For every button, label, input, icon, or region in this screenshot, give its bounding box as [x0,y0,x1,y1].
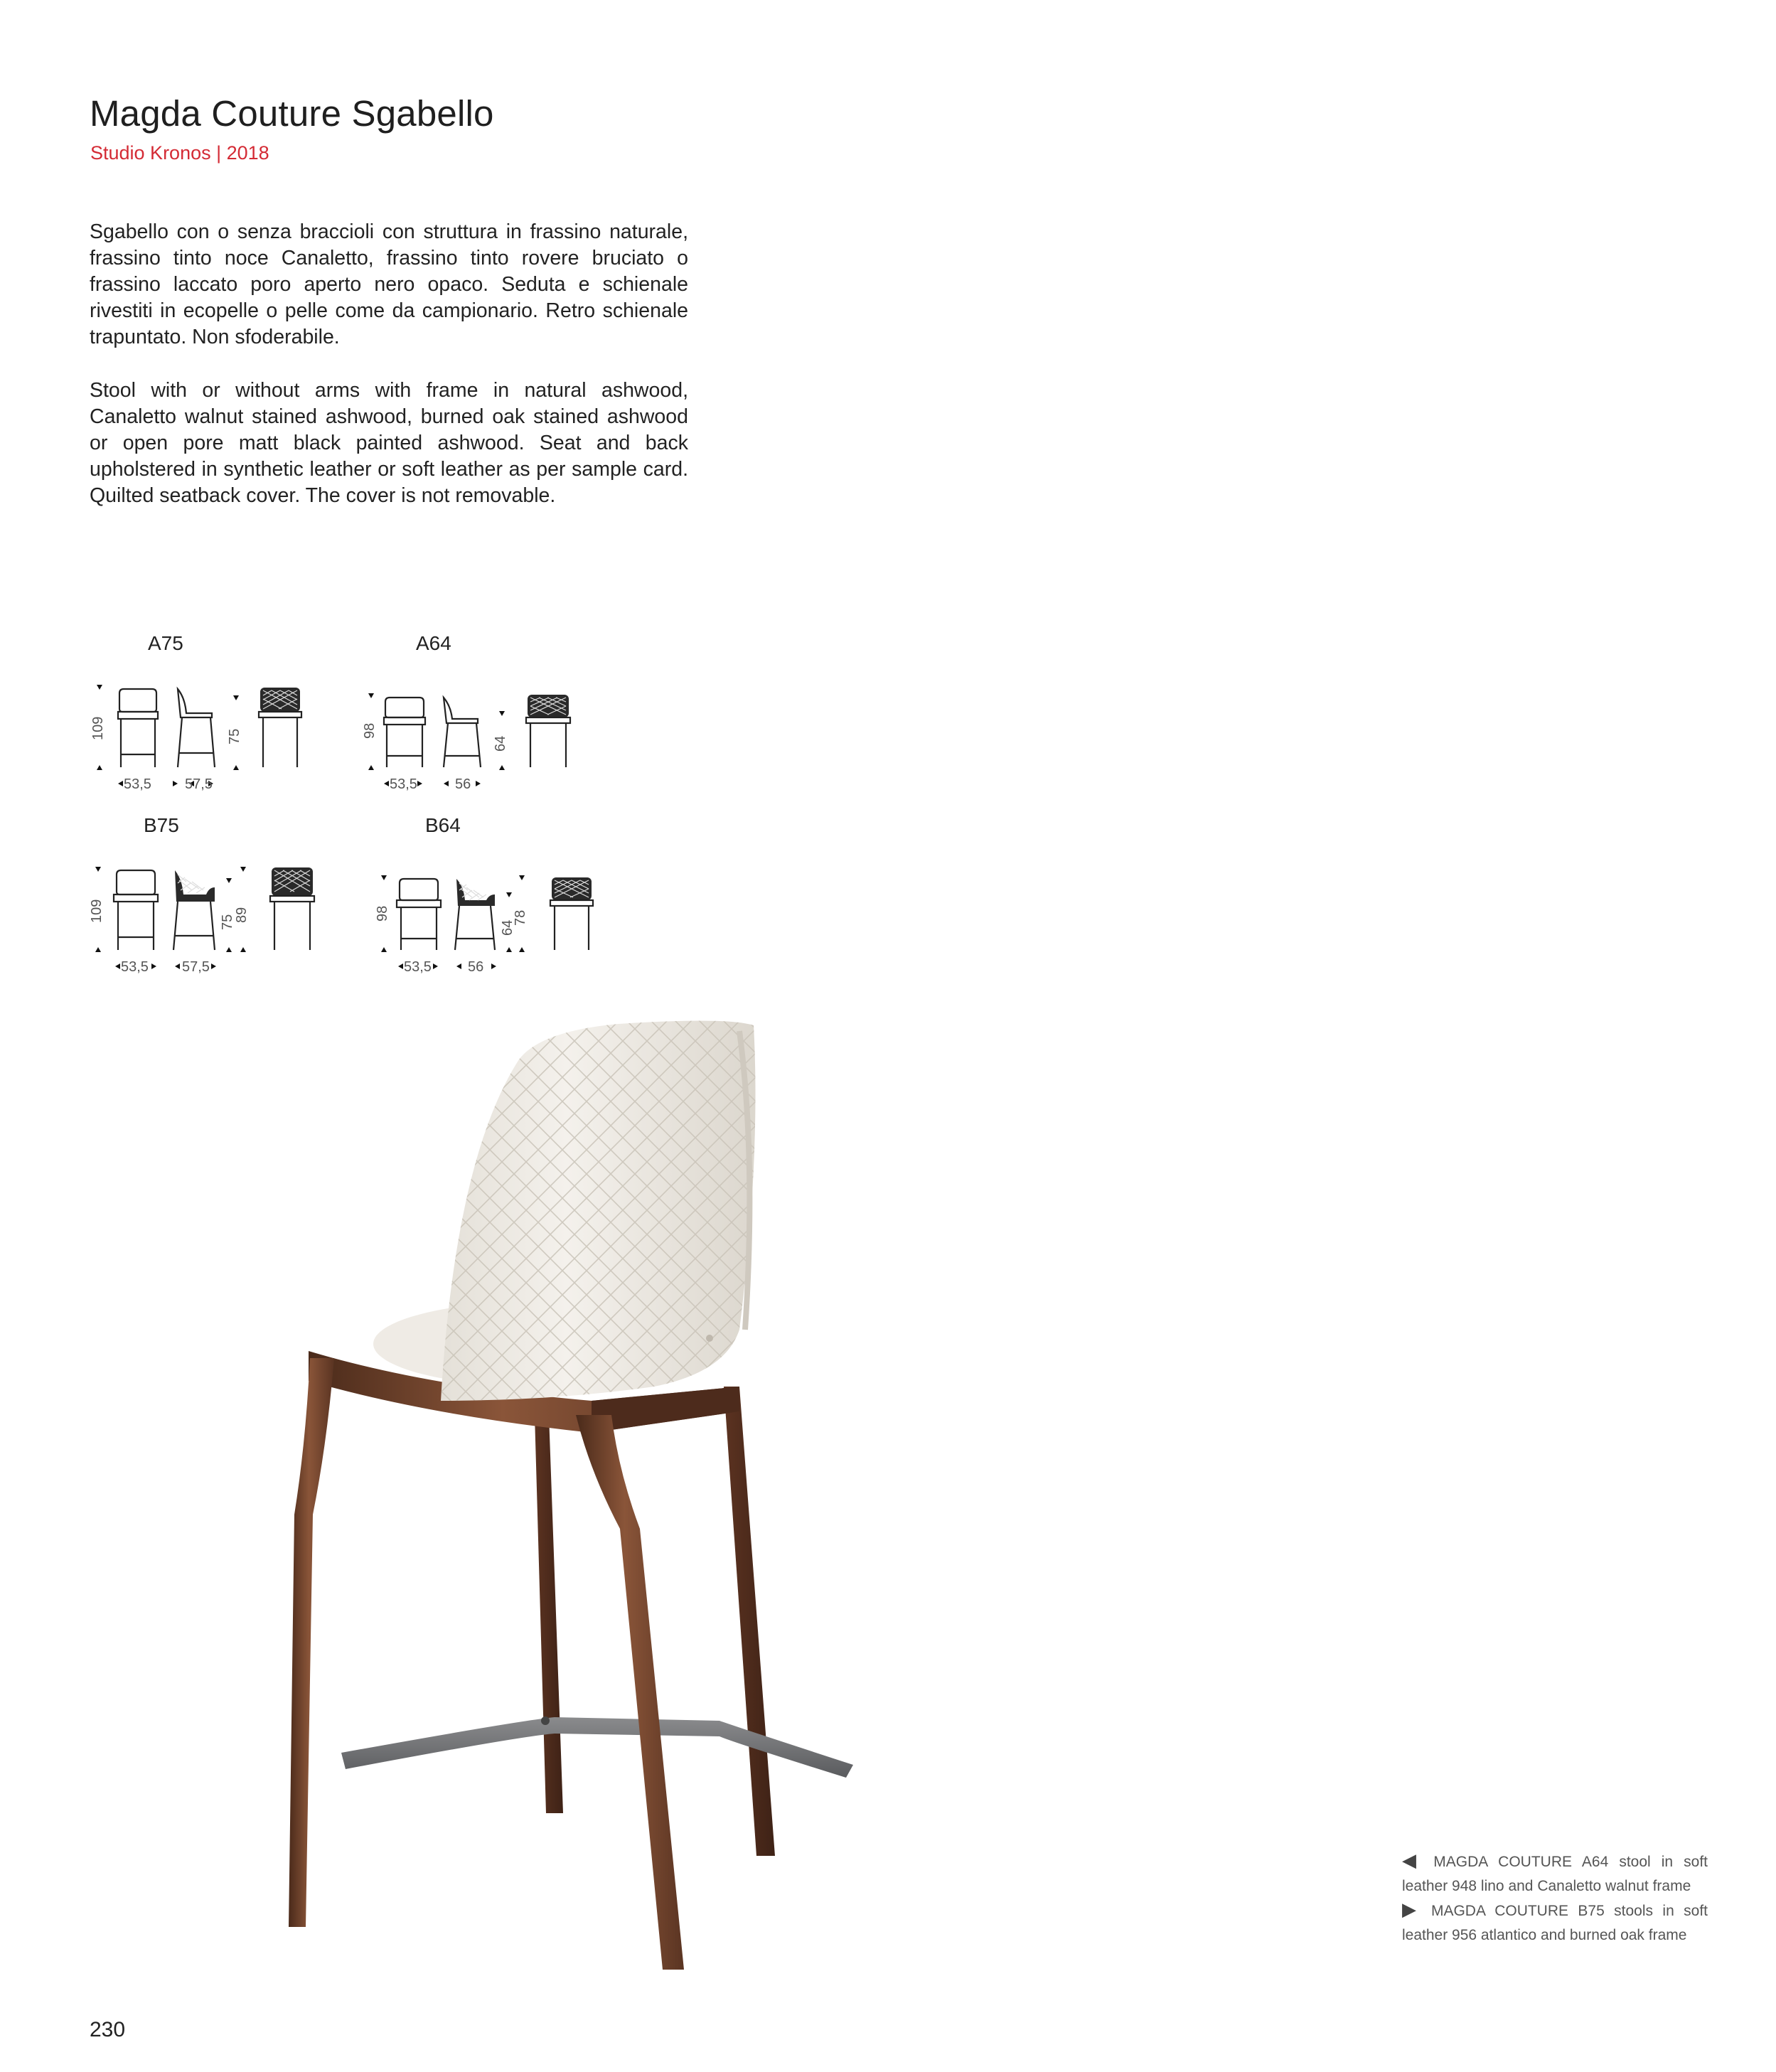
left-triangle-icon: ◀ [1402,1849,1423,1871]
dim-seat-height: 64 [500,919,515,936]
dim-height: 109 [89,899,105,923]
chair-front-view [114,870,158,950]
chair-front-view [118,689,158,767]
dim-width: 53,5 [121,959,149,975]
dim-arm-height: 89 [234,907,250,923]
variant-label-a75: A75 [148,632,183,654]
arrow-down-icon [368,693,374,698]
arrow-up-icon [95,947,101,952]
chair-back-view [270,867,314,950]
photo-caption [1402,1849,1708,1947]
chair-front-view [397,879,441,950]
arrow-up-icon [381,947,387,952]
dim-width: 53,5 [124,776,151,792]
dimension-drawing-b75 [71,862,327,975]
caption-line-2: ▶ MAGDA COUTURE B75 stools in soft leather 956 atlantico and burned oak frame [1402,1899,1708,1943]
variant-label-a64: A64 [416,632,451,654]
dim-seat-height: 75 [220,914,235,930]
dimension-drawing-b64 [370,862,611,975]
chair-back-view [550,877,593,950]
designer-year-subtitle: Studio Kronos | 2018 [90,142,269,164]
dimension-drawing-a64 [355,679,597,792]
page-number: 230 [90,2018,126,2041]
dim-depth: 57,5 [182,959,210,975]
dim-height: 109 [90,716,106,740]
arrow-up-icon [368,765,374,770]
page-title: Magda Couture Sgabello [90,93,494,134]
dim-height: 98 [362,722,378,739]
variant-label-b64: B64 [425,814,461,836]
variant-label-b75: B75 [144,814,179,836]
chair-front-view [384,698,425,767]
product-photo-stool [284,1017,924,1998]
dim-depth: 56 [468,959,484,975]
arrow-down-icon [381,875,387,880]
arrow-down-icon [97,685,102,690]
dim-depth: 56 [455,776,471,792]
chair-back-view [526,695,570,767]
dim-arm-height: 78 [513,909,528,926]
right-triangle-icon: ▶ [1402,1899,1422,1920]
dim-seat-height: 64 [493,735,508,752]
description-italian: Sgabello con o senza braccioli con struttura in frassino naturale, frassino tinto noce Canaletto, frassino tinto rovere bruciato o frassino laccato poro aperto nero opaco. Seduta e schienale rivestiti in ecopelle o pelle come da campionario. Retro schienale trapuntato. Non sfoderabile. [90,220,688,348]
description-english: Stool with or without arms with frame in natural ashwood, Canaletto walnut stained ashwood, burned oak stained ashwood or open pore matt black painted ashwood. Seat and back upholstered in synthetic leather or soft leather as per sample card. Quilted seatback cover. The cover is not removable. [90,379,688,507]
dimension-drawing-a75 [71,679,313,792]
arrow-up-icon [97,765,102,770]
chair-side-view [173,870,215,950]
dim-depth: 57,5 [185,776,213,792]
chair-side-view [444,698,481,767]
dim-width: 53,5 [404,959,432,975]
chair-side-view [455,879,495,950]
caption-line-1: ◀ MAGDA COUTURE A64 stool in soft leather 948 lino and Canaletto walnut frame [1402,1849,1708,1894]
dim-seat-height: 75 [227,728,242,744]
dim-height: 98 [375,905,390,922]
dim-width: 53,5 [390,776,417,792]
chair-back-view [259,688,301,767]
chair-side-view [178,689,215,767]
arrow-down-icon [95,867,101,872]
